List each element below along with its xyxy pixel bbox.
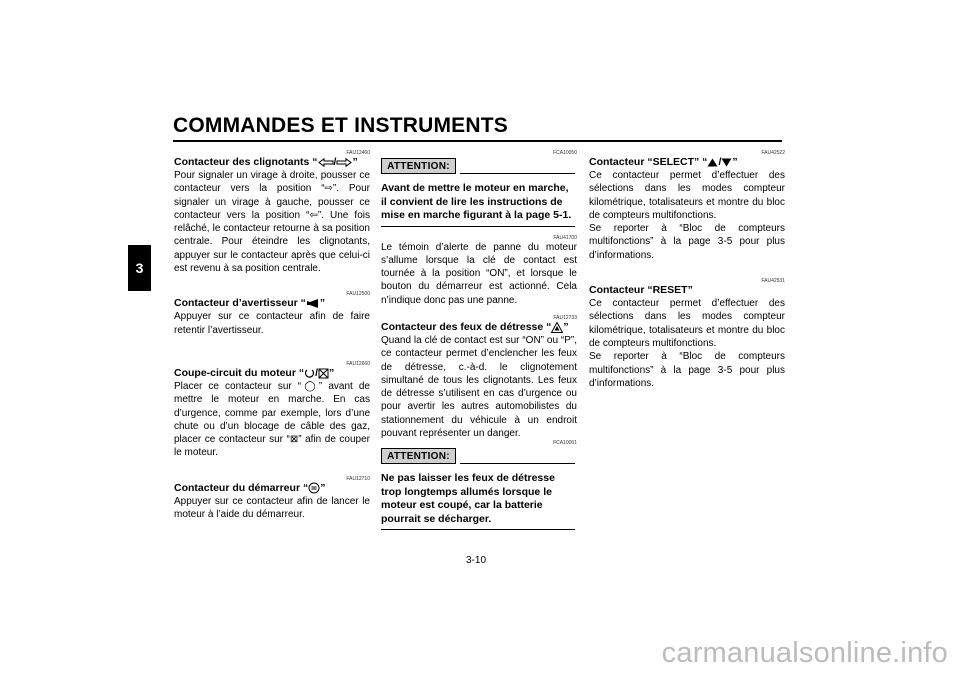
attention-block-2 <box>381 440 577 530</box>
hazard-triangle-icon <box>551 322 563 333</box>
section-body-reference: Se reporter à “Bloc de compteurs multifonctions” à la page 3-5 pour plus d’informations. <box>589 351 785 389</box>
section-heading: Contacteur du démarreur “ ” <box>174 481 326 494</box>
chapter-tab: 3 <box>128 245 151 291</box>
turn-right-arrow-icon <box>336 158 352 167</box>
section-hazard <box>381 315 577 440</box>
section-heading: Contacteur “RESET” <box>589 284 693 297</box>
section-engine-stop <box>174 361 370 460</box>
engine-stop-icon <box>318 368 329 379</box>
section-heading: Coupe-circuit du moteur “ / ” <box>174 366 335 379</box>
section-reset <box>589 278 785 390</box>
section-starter <box>174 476 370 522</box>
attention-badge: ATTENTION: <box>381 158 456 174</box>
section-body: Pour signaler un virage à droite, pousser ce contacteur vers la position “⇨”. Pour signaler un virage à gauche, pousser ce contacteur vers la position “⇦”. Une fois relâché, le contacteur retourne à sa position centrale. Pour éteindre les clignotants, appuyer sur le contacteur après que celui-ci est revenu à sa position centrale. <box>174 170 370 275</box>
attention-rule <box>460 463 575 464</box>
section-code: FAU12500 <box>346 291 370 298</box>
attention-badge: ATTENTION: <box>381 448 456 464</box>
section-body: Quand la clé de contact est sur “ON” ou “P”, ce contacteur permet d’enclencher les feux de détresse, c.-à-d. le clignotement simultané de tous les clignotants. Les feux de détresse s’utilisent en cas d’urgence ou pour avertir les autres automobilistes du stationnement du véhicule à un endroit pouvant représenter un danger. <box>381 334 577 440</box>
starter-icon <box>308 482 320 494</box>
section-code: FAU42531 <box>761 278 785 285</box>
section-body-reference: Se reporter à “Bloc de compteurs multifonctions” à la page 3-5 pour plus d’informations. <box>589 223 785 261</box>
section-horn <box>174 291 370 337</box>
section-code: FAU12660 <box>346 360 370 367</box>
page-title: COMMANDES ET INSTRUMENTS <box>173 114 508 137</box>
section-heading: Contacteur d’avertisseur “ ” <box>174 297 326 310</box>
section-heading: Contacteur des feux de détresse “ ” <box>381 320 569 333</box>
page-number: 3-10 <box>466 555 487 566</box>
column-3 <box>589 150 785 390</box>
engine-run-icon <box>304 368 315 379</box>
section-body: Ce contacteur permet d’effectuer des sélections dans les modes compteur kilométrique, totalisateurs et montre du bloc de compteurs multifonctions. <box>589 298 785 349</box>
attention-text: Avant de mettre le moteur en marche, il convient de lire les instructions de mise en marche figurant à la page 5-1. <box>381 182 572 221</box>
section-body: Appuyer sur ce contacteur afin de faire retentir l’avertisseur. <box>174 311 370 336</box>
attention-bottom-rule <box>381 529 575 530</box>
attention-rule <box>460 173 575 174</box>
section-body: Le témoin d’alerte de panne du moteur s’allume lorsque la clé de contact est tournée à la position “ON”, et lorsque le bouton du démarreur est actionné. Cela n’indique donc pas une panne. <box>381 241 577 306</box>
section-code: FAU12733 <box>553 314 577 321</box>
section-code: FCA10050 <box>553 150 577 156</box>
section-body: Ce contacteur permet d’effectuer des sélections dans les modes compteur kilométrique, totalisateurs et montre du bloc de compteurs multifonctions. <box>589 170 785 221</box>
section-body: Appuyer sur ce contacteur afin de lancer le moteur à l’aide du démarreur. <box>174 495 370 521</box>
section-code: FAU12460 <box>346 150 370 156</box>
section-code: FAU42522 <box>761 150 785 156</box>
section-heading: Contacteur des clignotants “ / ” <box>174 156 358 168</box>
attention-text: Ne pas laisser les feux de détresse trop longtemps allumés lorsque le moteur est coupé, car la batterie pourrait se décharger. <box>381 472 555 525</box>
watermark: carmanualsonline.info <box>661 637 948 669</box>
section-heading: Contacteur “SELECT” “ / ” <box>589 156 738 168</box>
section-turn-signal <box>174 150 370 275</box>
triangle-up-icon <box>707 158 718 167</box>
column-1 <box>174 150 370 521</box>
horn-icon <box>306 299 320 308</box>
section-code: FAU12710 <box>346 475 370 482</box>
section-select <box>589 150 785 262</box>
attention-block-1 <box>381 150 577 227</box>
section-code: FCA10061 <box>553 440 577 447</box>
triangle-down-icon <box>721 158 732 167</box>
section-body: Placer ce contacteur sur “◯” avant de mettre le moteur en marche. En cas d’urgence, comme par exemple, lors d’une chute ou d’un blocage de câble des gaz, placer ce contacteur sur “⊠” afin de couper le moteur. <box>174 380 370 459</box>
section-code: FAU41700 <box>553 234 577 241</box>
column-2 <box>381 150 577 530</box>
section-engine-warning <box>381 235 577 307</box>
turn-left-arrow-icon <box>318 158 334 167</box>
title-rule <box>173 140 782 142</box>
attention-bottom-rule <box>381 226 575 227</box>
